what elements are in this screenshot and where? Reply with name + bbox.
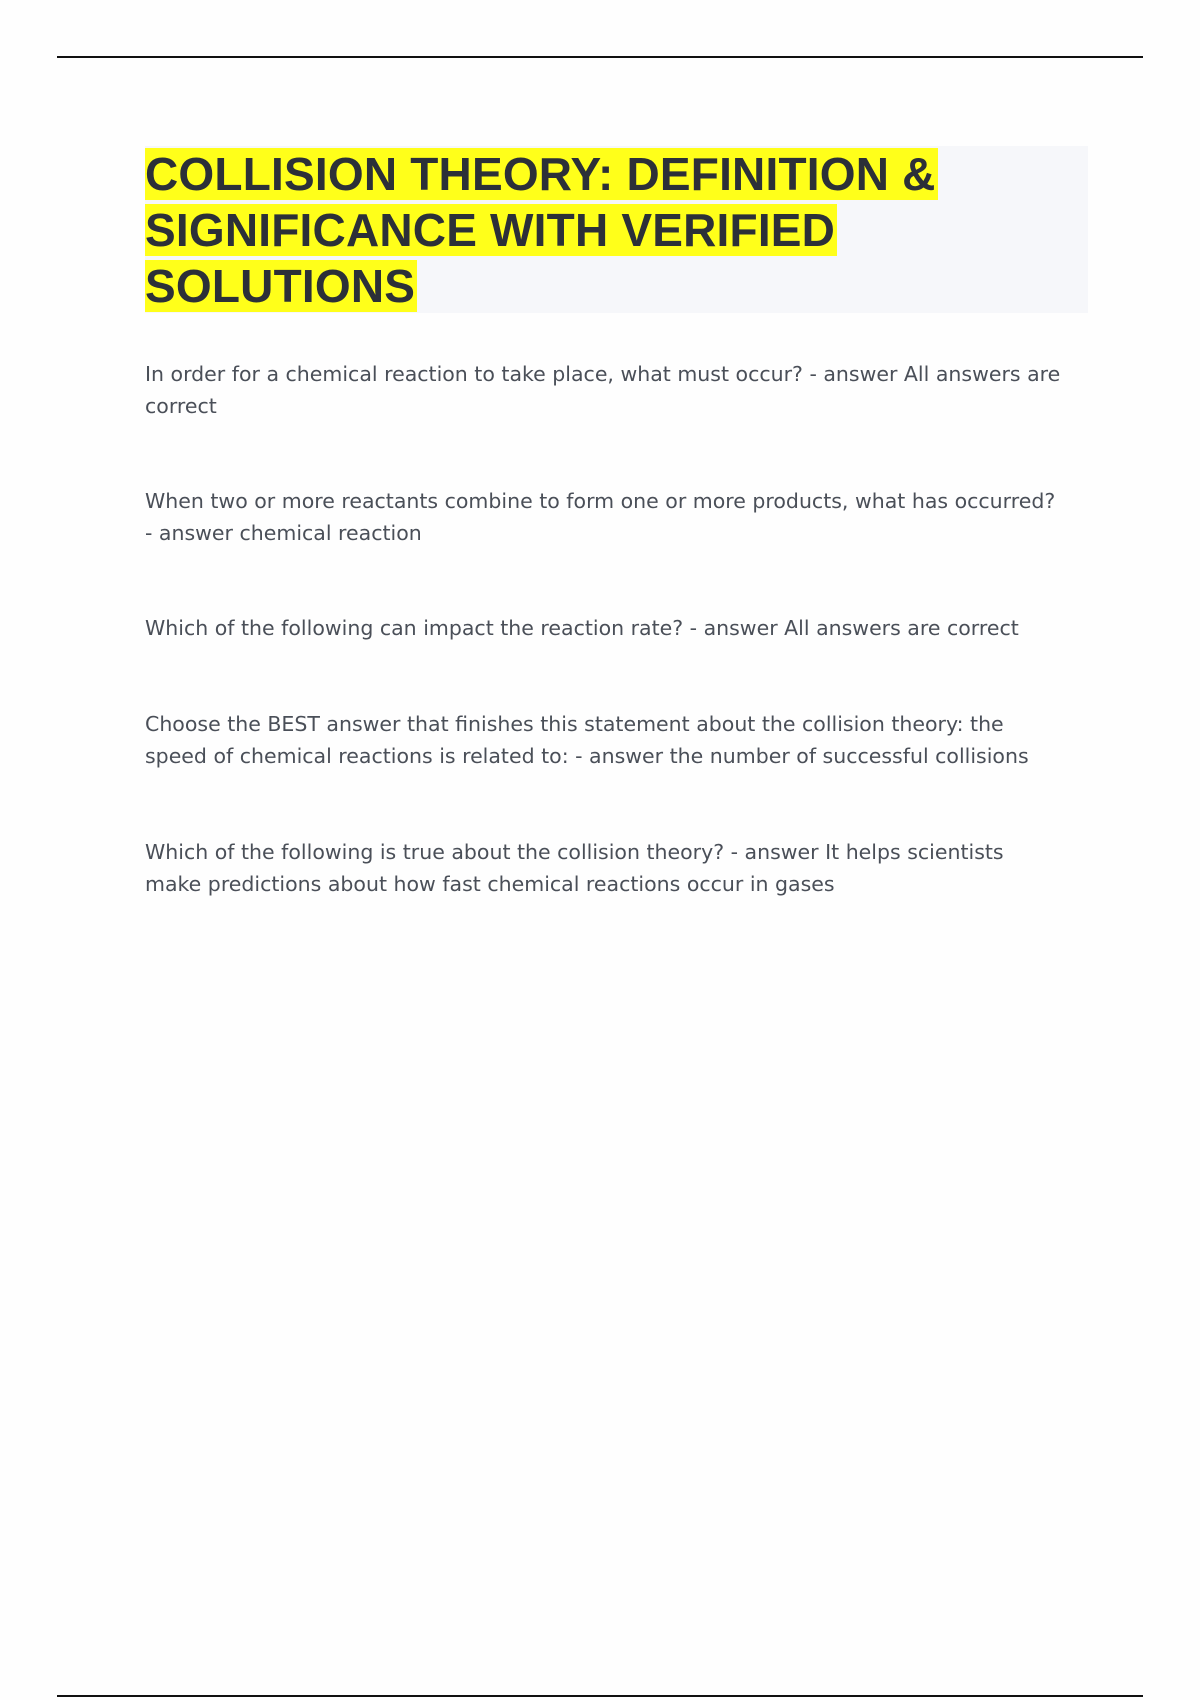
top-rule: [57, 56, 1143, 58]
qa-item-3: Which of the following can impact the reaction rate? - answer All answers are correct: [145, 616, 1019, 640]
title-block: [145, 146, 1088, 313]
qa-item-4: Choose the BEST answer that finishes this statement about the collision theory: the speed of chemical reactions is related to: - answer the number of successful collisions: [145, 712, 1029, 768]
document-title: [145, 146, 1088, 314]
bottom-rule: [57, 1695, 1143, 1697]
qa-item-1: In order for a chemical reaction to take place, what must occur? - answer All answers are correct: [145, 362, 1061, 418]
qa-item-2: When two or more reactants combine to form one or more products, what has occurred? - answer chemical reaction: [145, 489, 1056, 545]
qa-item-5: Which of the following is true about the collision theory? - answer It helps scientists make predictions about how fast chemical reactions occur in gases: [145, 840, 1004, 896]
title-highlight: COLLISION THEORY: DEFINITION & SIGNIFICANCE WITH VERIFIED SOLUTIONS: [145, 148, 936, 312]
